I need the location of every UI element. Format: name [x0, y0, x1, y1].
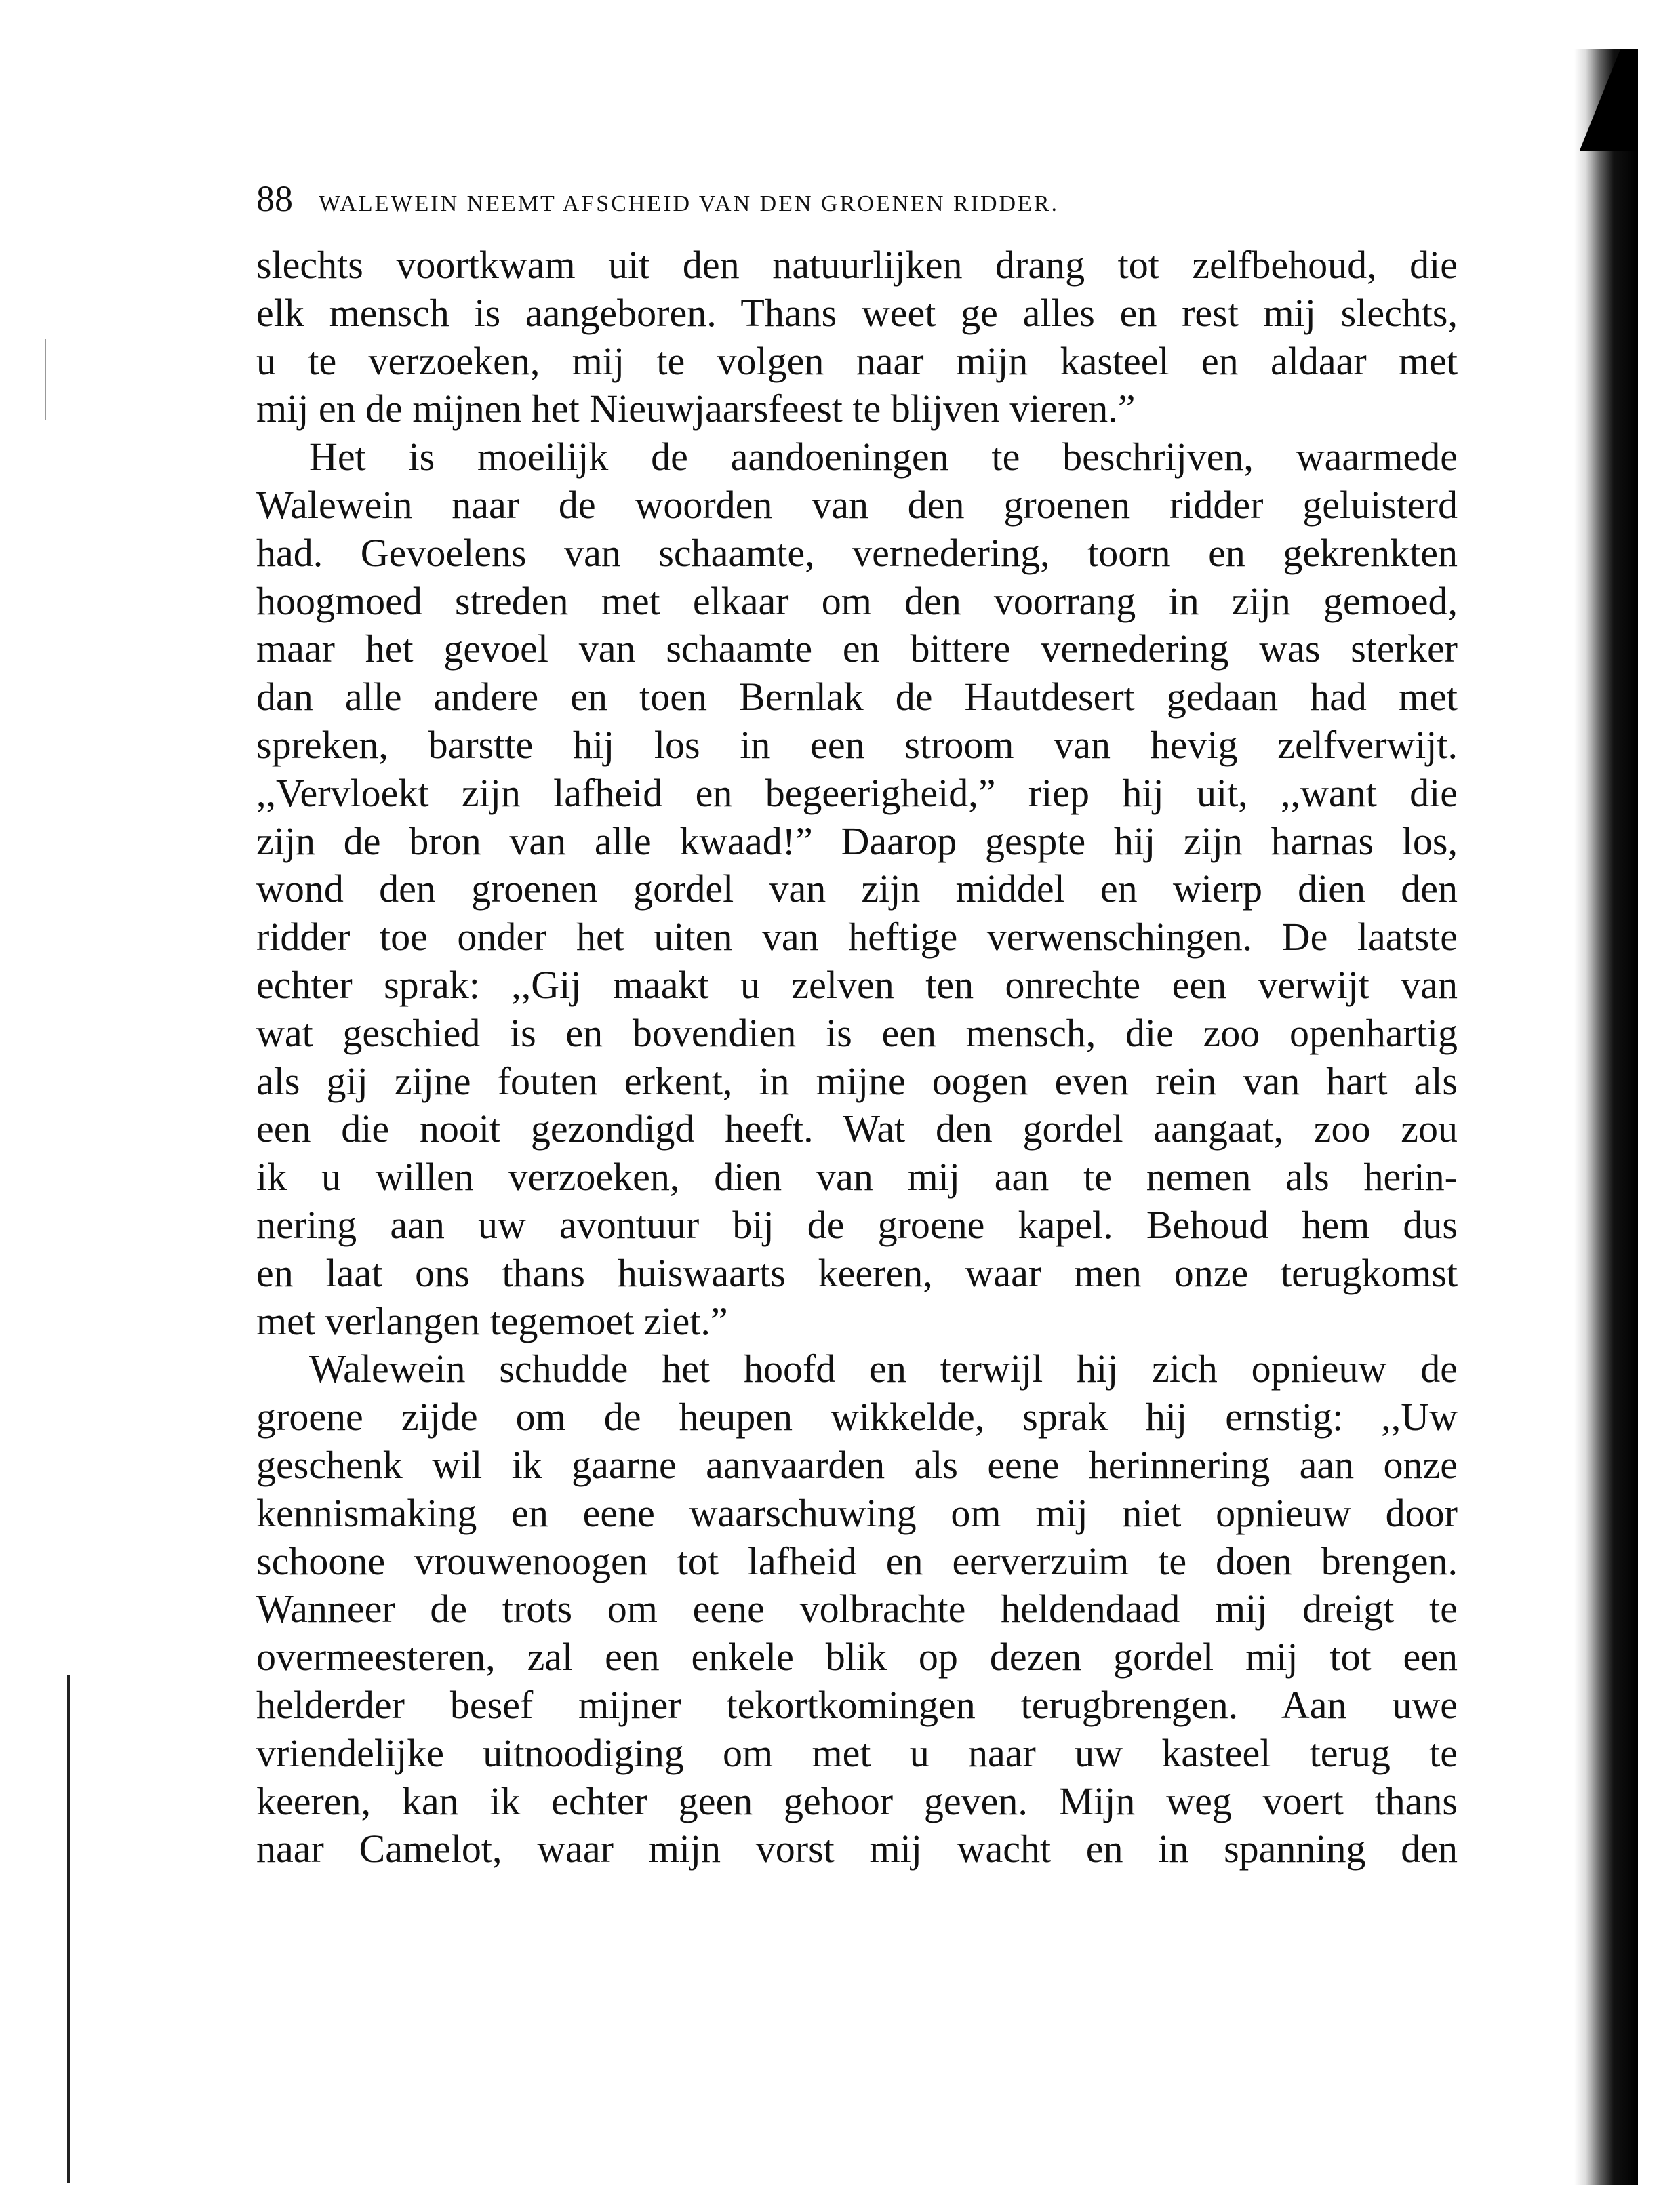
text-line: wat geschied is en bovendien is een mensch, die zoo openhartig	[256, 1010, 1458, 1055]
text-line: hoogmoed streden met elkaar om den voorrang in zijn gemoed,	[256, 578, 1458, 623]
text-line: spreken, barstte hij los in een stroom van hevig zelfverwijt.	[256, 722, 1458, 767]
page-number: 88	[256, 178, 293, 219]
text-line: slechts voortkwam uit den natuurlijken drang tot zelfbehoud, die	[256, 243, 1458, 287]
running-header	[256, 178, 1463, 220]
text-line: overmeesteren, zal een enkele blik op dezen gordel mij tot een	[256, 1635, 1458, 1679]
text-line: ,,Vervloekt zijn lafheid en begeerigheid,” riep hij uit, ,,want die	[256, 770, 1458, 815]
text-line: ridder toe onder het uiten van heftige verwenschingen. De laatste	[256, 915, 1458, 959]
text-line: Het is moeilijk de aandoeningen te beschrijven, waarmede	[309, 435, 1458, 479]
text-line: zijn de bron van alle kwaad!” Daarop gespte hij zijn harnas los,	[256, 818, 1458, 863]
scan-mark	[45, 339, 46, 420]
text-line: wond den groenen gordel van zijn middel en wierp dien den	[256, 867, 1458, 911]
text-line: helderder besef mijner tekortkomingen terugbrengen. Aan uwe	[256, 1682, 1458, 1727]
text-line: groene zijde om de heupen wikkelde, sprak hij ernstig: ,,Uw	[256, 1395, 1458, 1439]
text-line: Wanneer de trots om eene volbrachte heldendaad mij dreigt te	[256, 1587, 1458, 1631]
text-line: had. Gevoelens van schaamte, vernedering, toorn en gekrenkten	[256, 530, 1458, 575]
text-line: schoone vrouwenoogen tot lafheid en eerverzuim te doen brengen.	[256, 1538, 1458, 1583]
text-line: dan alle andere en toen Bernlak de Hautdesert gedaan had met	[256, 675, 1458, 719]
text-line: geschenk wil ik gaarne aanvaarden als eene herinnering aan onze	[256, 1442, 1458, 1487]
body-text	[256, 241, 1458, 1873]
scanned-page-edge	[1574, 49, 1638, 2185]
scan-margin-line	[67, 1675, 70, 2183]
text-line: kennismaking en eene waarschuwing om mij niet opnieuw door	[256, 1490, 1458, 1535]
text-line: echter sprak: ,,Gij maakt u zelven ten onrechte een verwijt van	[256, 962, 1458, 1007]
text-line: ik u willen verzoeken, dien van mij aan te nemen als herin-	[256, 1155, 1458, 1199]
text-line: keeren, kan ik echter geen gehoor geven. Mijn weg voert thans	[256, 1778, 1458, 1823]
text-line: als gij zijne fouten erkent, in mijne oogen even rein van hart als	[256, 1058, 1458, 1103]
text-line: maar het gevoel van schaamte en bittere vernedering was sterker	[256, 627, 1458, 671]
text-line: een die nooit gezondigd heeft. Wat den gordel aangaat, zoo zou	[256, 1107, 1458, 1151]
text-line: u te verzoeken, mij te volgen naar mijn kasteel en aldaar met	[256, 338, 1458, 383]
text-line: elk mensch is aangeboren. Thans weet ge alles en rest mij slechts,	[256, 290, 1458, 335]
text-line: Walewein naar de woorden van den groenen ridder geluisterd	[256, 482, 1458, 527]
text-line: nering aan uw avontuur bij de groene kapel. Behoud hem dus	[256, 1202, 1458, 1247]
text-line: mij en de mijnen het Nieuwjaarsfeest te blijven vieren.”	[256, 386, 1136, 431]
text-line: met verlangen tegemoet ziet.”	[256, 1298, 728, 1343]
running-title: WALEWEIN NEEMT AFSCHEID VAN DEN GROENEN RIDDER.	[319, 191, 1060, 216]
text-line: Walewein schudde het hoofd en terwijl hij zich opnieuw de	[309, 1347, 1458, 1391]
text-line: vriendelijke uitnoodiging om met u naar uw kasteel terug te	[256, 1730, 1458, 1775]
text-line: naar Camelot, waar mijn vorst mij wacht en in spanning den	[256, 1827, 1458, 1871]
text-line: en laat ons thans huiswaarts keeren, waar men onze terugkomst	[256, 1250, 1458, 1295]
